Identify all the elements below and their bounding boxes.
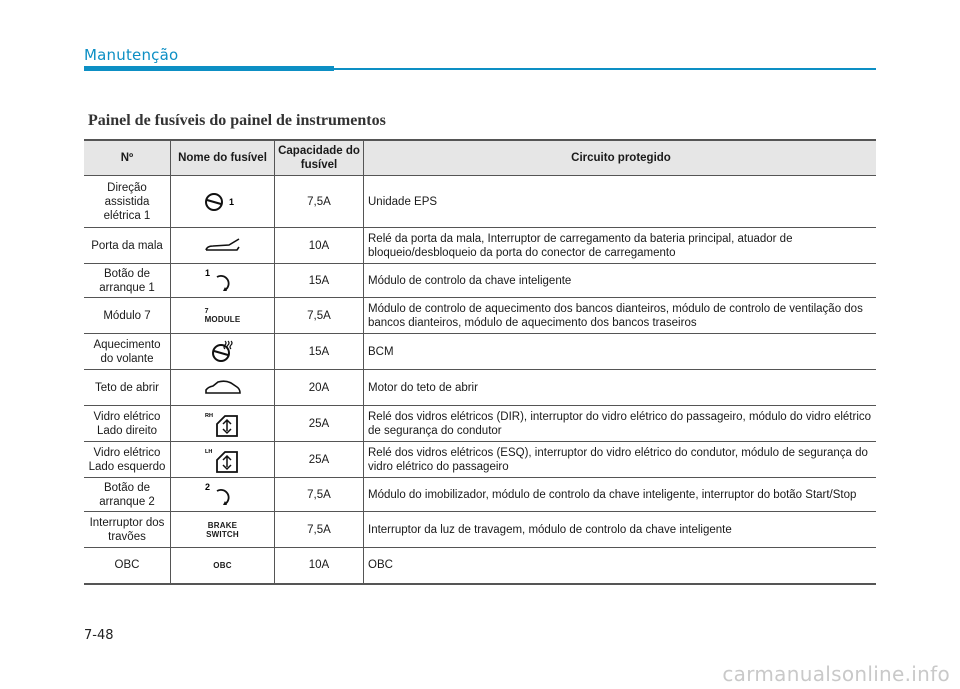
tailgate-icon <box>203 236 243 256</box>
symbol-number: 7 <box>204 307 209 315</box>
fuse-name: Botão de arranque 1 <box>84 264 171 298</box>
start-button-1-icon <box>203 267 243 295</box>
table-row <box>84 370 876 406</box>
fuse-symbol <box>171 334 275 370</box>
section-header: Manutenção <box>84 46 179 64</box>
table-row <box>84 228 876 264</box>
fuse-name: Vidro elétrico Lado direito <box>84 406 171 442</box>
fuse-circuit: Motor do teto de abrir <box>364 370 877 406</box>
symbol-label: RH <box>204 412 213 419</box>
fuse-capacity: 15A <box>275 334 364 370</box>
header-accent-bar <box>84 66 334 71</box>
watermark: carmanualsonline.info <box>722 662 950 686</box>
column-header: Nº <box>84 140 171 176</box>
table-row <box>84 548 876 584</box>
fuse-table <box>84 139 876 585</box>
fuse-circuit: BCM <box>364 334 877 370</box>
fuse-symbol <box>171 512 275 548</box>
power-window-rh-icon <box>203 410 243 438</box>
fuse-symbol <box>171 406 275 442</box>
table-header-row <box>84 140 876 176</box>
power-window-lh-icon <box>203 446 243 474</box>
fuse-capacity: 25A <box>275 442 364 478</box>
fuse-capacity: 7,5A <box>275 512 364 548</box>
fuse-capacity: 20A <box>275 370 364 406</box>
fuse-circuit: Módulo de controlo da chave inteligente <box>364 264 877 298</box>
sunroof-icon <box>203 378 243 398</box>
fuse-name: OBC <box>84 548 171 584</box>
fuse-capacity: 7,5A <box>275 298 364 334</box>
fuse-capacity: 10A <box>275 548 364 584</box>
steering-wheel-1-icon <box>203 191 243 213</box>
fuse-symbol <box>171 370 275 406</box>
fuse-symbol <box>171 548 275 584</box>
start-button-2-icon <box>203 481 243 509</box>
symbol-label: LH <box>204 448 212 455</box>
fuse-circuit: OBC <box>364 548 877 584</box>
page-title: Painel de fusíveis do painel de instrumentos <box>88 112 386 129</box>
fuse-circuit: Unidade EPS <box>364 176 877 228</box>
fuse-name: Módulo 7 <box>84 298 171 334</box>
table-row <box>84 176 876 228</box>
table-row <box>84 406 876 442</box>
fuse-name: Aquecimento do volante <box>84 334 171 370</box>
fuse-circuit: Relé da porta da mala, Interruptor de carregamento da bateria principal, atuador de bloqueio/desbloqueio da porta do conector de carregamento <box>364 228 877 264</box>
table-row <box>84 298 876 334</box>
fuse-symbol <box>171 298 275 334</box>
fuse-capacity: 15A <box>275 264 364 298</box>
table-row <box>84 334 876 370</box>
header-rule <box>334 68 876 70</box>
fuse-name: Direção assistida elétrica 1 <box>84 176 171 228</box>
fuse-circuit: Módulo de controlo de aquecimento dos bancos dianteiros, módulo de controlo de ventilação dos bancos dianteiros, módulo de aquecimento dos bancos traseiros <box>364 298 877 334</box>
fuse-name: Interruptor dos travões <box>84 512 171 548</box>
module-7-icon <box>205 308 241 324</box>
fuse-name: Vidro elétrico Lado esquerdo <box>84 442 171 478</box>
obc-icon: OBC <box>213 560 232 570</box>
symbol-number: 2 <box>204 481 210 492</box>
column-header: Circuito protegido <box>364 140 877 176</box>
fuse-symbol <box>171 228 275 264</box>
table-row <box>84 442 876 478</box>
page-number: 7-48 <box>84 628 114 643</box>
fuse-capacity: 7,5A <box>275 176 364 228</box>
fuse-name: Porta da mala <box>84 228 171 264</box>
fuse-symbol <box>171 176 275 228</box>
fuse-symbol <box>171 478 275 512</box>
symbol-number: 1 <box>228 196 234 207</box>
fuse-name: Botão de arranque 2 <box>84 478 171 512</box>
column-header: Nome do fusível <box>171 140 275 176</box>
fuse-symbol <box>171 442 275 478</box>
fuse-capacity: 25A <box>275 406 364 442</box>
symbol-label: MODULE <box>204 314 241 324</box>
fuse-circuit: Módulo do imobilizador, módulo de controlo da chave inteligente, interruptor do botão Start/Stop <box>364 478 877 512</box>
table-row <box>84 264 876 298</box>
fuse-capacity: 7,5A <box>275 478 364 512</box>
fuse-circuit: Interruptor da luz de travagem, módulo de controlo da chave inteligente <box>364 512 877 548</box>
table-row <box>84 512 876 548</box>
fuse-circuit: Relé dos vidros elétricos (DIR), interruptor do vidro elétrico do passageiro, módulo do vidro elétrico de segurança do condutor <box>364 406 877 442</box>
brake-switch-icon: BRAKE SWITCH <box>206 520 239 539</box>
fuse-name: Teto de abrir <box>84 370 171 406</box>
heated-steering-icon <box>208 340 238 364</box>
column-header: Capacidade do fusível <box>275 140 364 176</box>
symbol-number: 1 <box>204 267 210 278</box>
fuse-symbol <box>171 264 275 298</box>
table-row <box>84 478 876 512</box>
fuse-circuit: Relé dos vidros elétricos (ESQ), interruptor do vidro elétrico do condutor, módulo de segurança do vidro elétrico do passageiro <box>364 442 877 478</box>
fuse-capacity: 10A <box>275 228 364 264</box>
